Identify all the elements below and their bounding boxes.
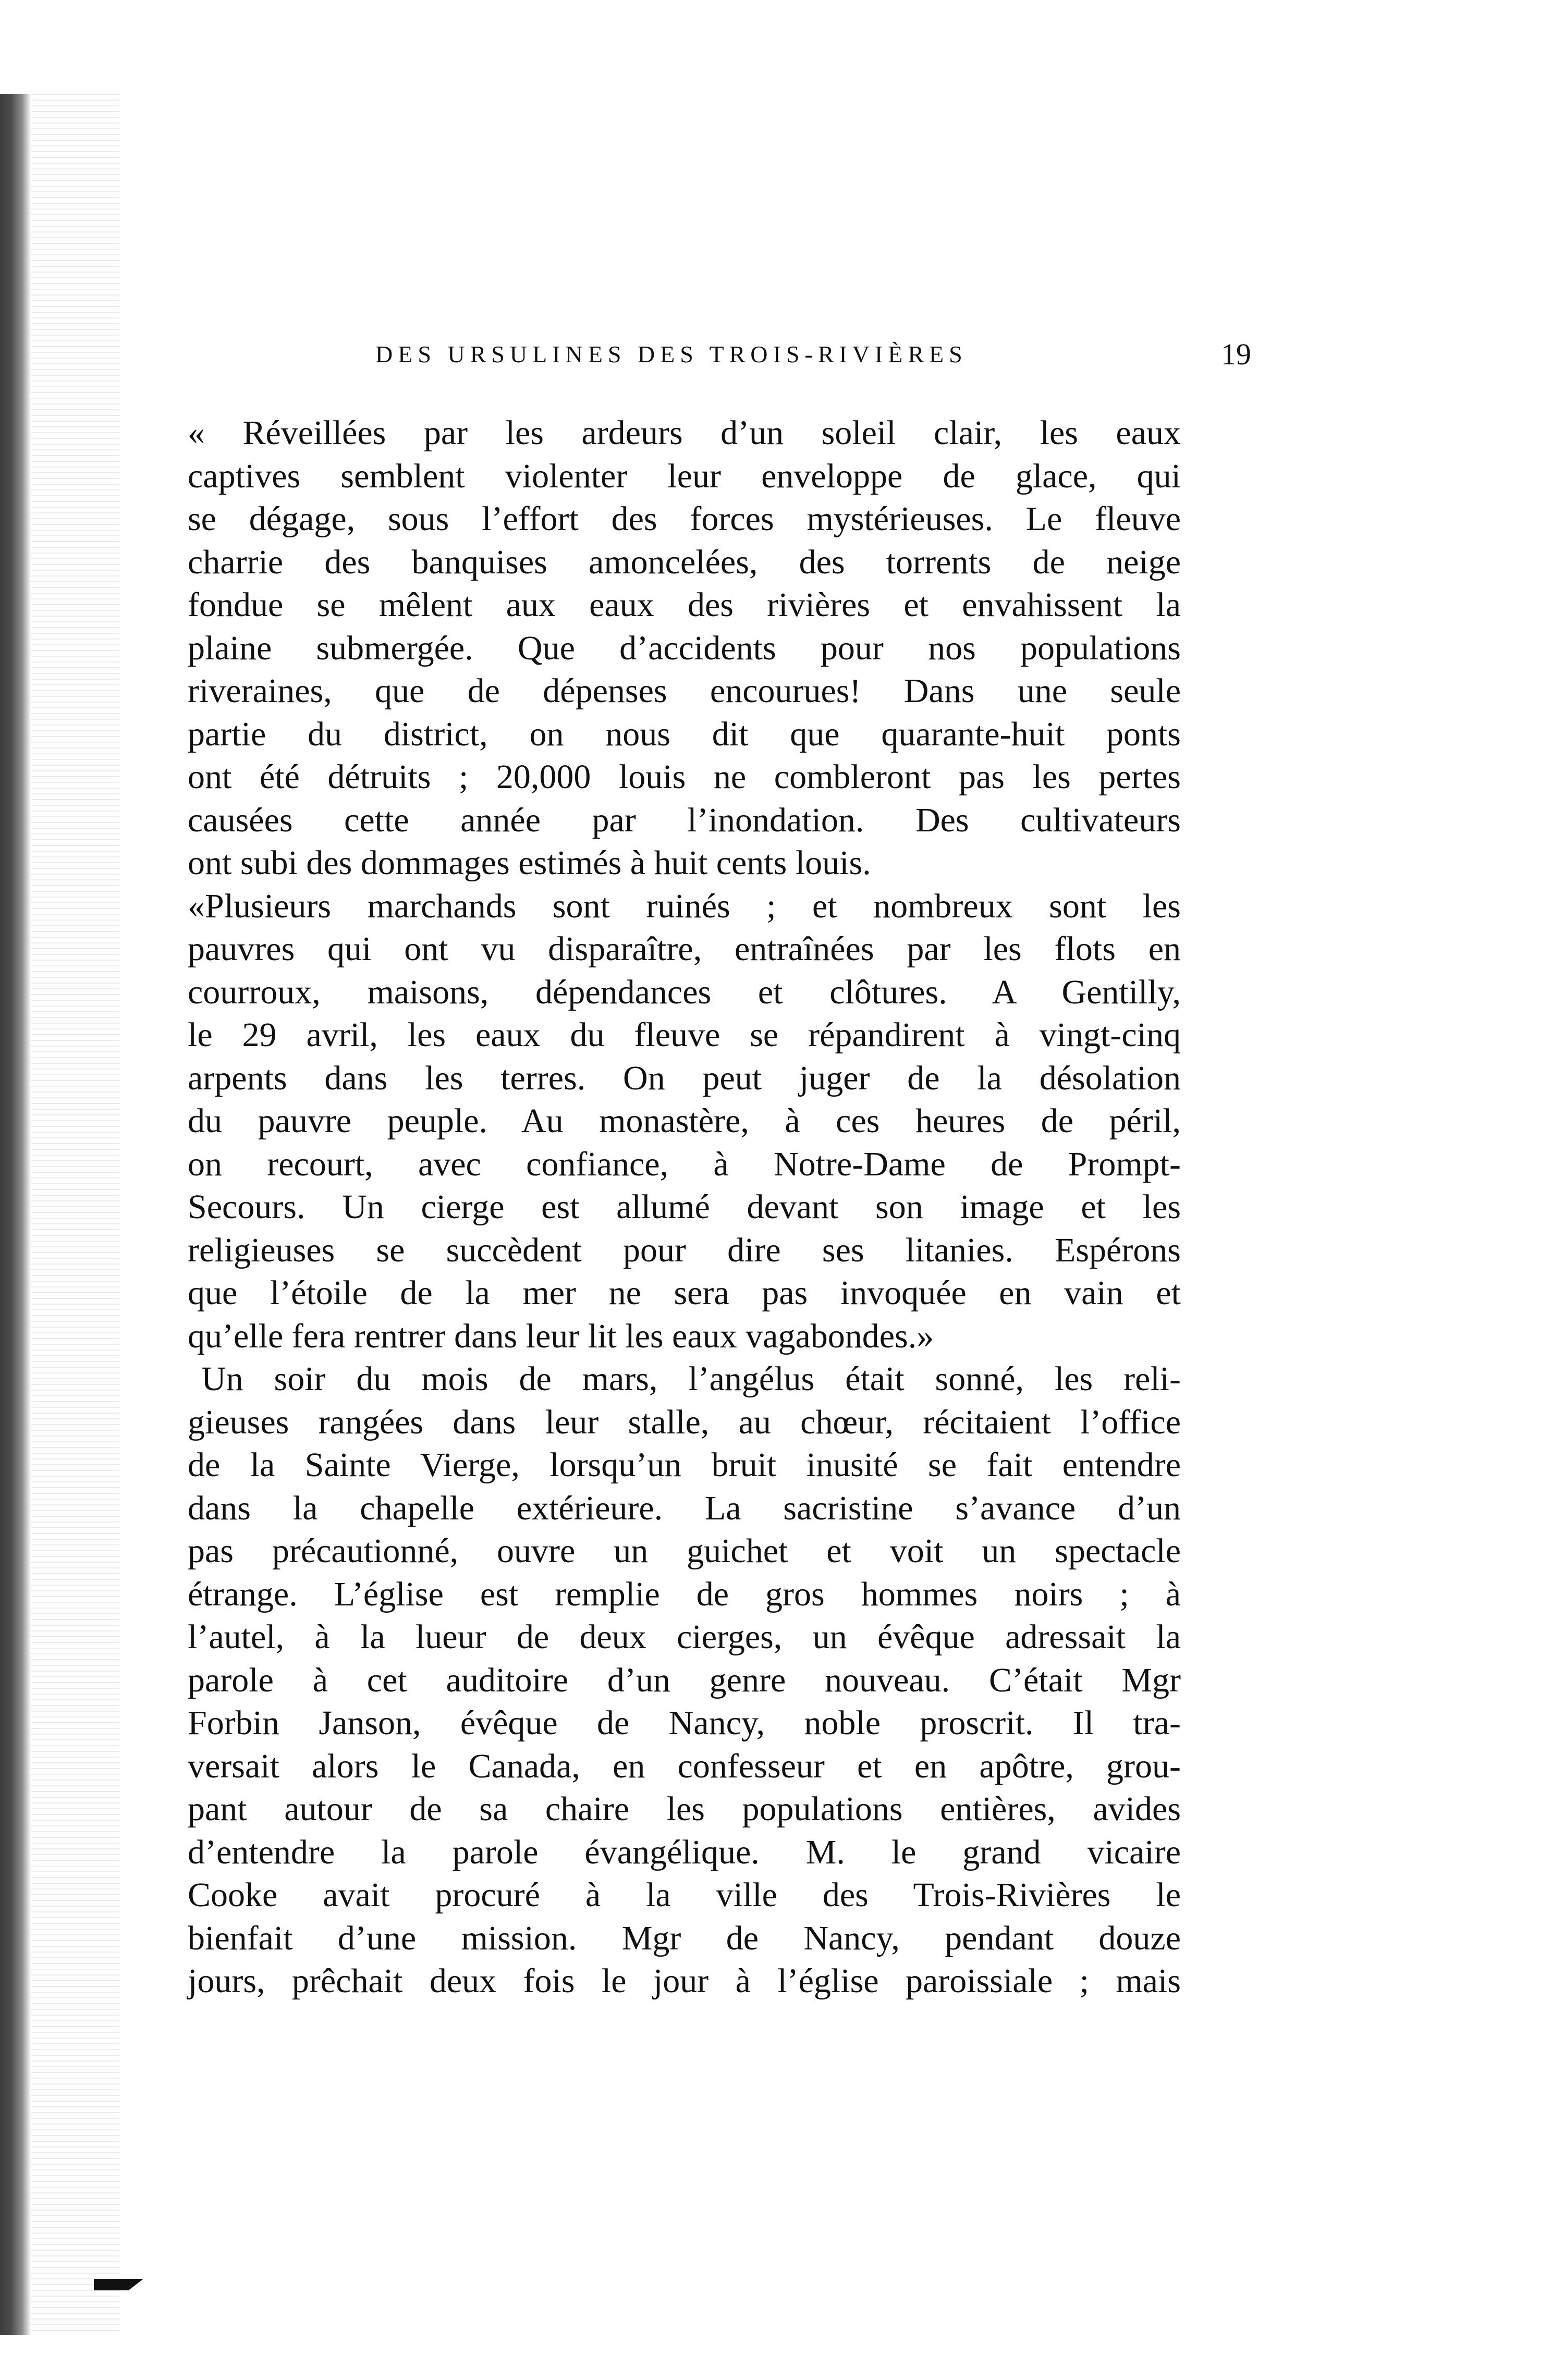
body-text: [188, 412, 1181, 2003]
page-binding-shadow: [0, 94, 31, 2335]
text-line: l’autel, à la lueur de deux cierges, un évêque adressait la: [188, 1618, 1181, 1656]
text-line: versait alors le Canada, en confesseur et en apôtre, grou-: [188, 1747, 1181, 1785]
text-line: causées cette année par l’inondation. Des cultivateurs: [188, 801, 1181, 839]
text-line: Forbin Janson, évêque de Nancy, noble proscrit. Il tra-: [188, 1704, 1181, 1742]
text-line: qu’elle fera rentrer dans leur lit les eaux vagabondes.»: [188, 1317, 934, 1355]
text-line: on recourt, avec confiance, à Notre-Dame de Prompt-: [188, 1145, 1181, 1183]
text-line: parole à cet auditoire d’un genre nouveau. C’était Mgr: [188, 1661, 1181, 1699]
text-line: ont été détruits ; 20,000 louis ne combleront pas les pertes: [188, 758, 1181, 796]
text-line: du pauvre peuple. Au monastère, à ces heures de péril,: [188, 1102, 1181, 1140]
text-line: bienfait d’une mission. Mgr de Nancy, pendant douze: [188, 1919, 1181, 1957]
text-line: plaine submergée. Que d’accidents pour nos populations: [188, 629, 1181, 667]
text-line: le 29 avril, les eaux du fleuve se répandirent à vingt-cinq: [188, 1016, 1181, 1054]
text-line: Cooke avait procuré à la ville des Trois-Rivières le: [188, 1876, 1181, 1914]
text-line: charrie des banquises amoncelées, des torrents de neige: [188, 543, 1181, 581]
text-line: pant autour de sa chaire les populations entières, avides: [188, 1790, 1181, 1828]
text-line: arpents dans les terres. On peut juger de la désolation: [188, 1059, 1181, 1097]
text-line: ont subi des dommages estimés à huit cents louis.: [188, 844, 871, 882]
page-binding-speckle: [31, 94, 120, 2335]
text-line: Secours. Un cierge est allumé devant son image et les: [188, 1188, 1181, 1226]
binding-tab-mark: [94, 2279, 143, 2290]
text-line: étrange. L’église est remplie de gros hommes noirs ; à: [188, 1575, 1181, 1613]
text-line: se dégage, sous l’effort des forces mystérieuses. Le fleuve: [188, 500, 1181, 538]
text-line: partie du district, on nous dit que quarante-huit ponts: [188, 715, 1181, 753]
page-header: [375, 334, 1251, 375]
text-line: riveraines, que de dépenses encourues! Dans une seule: [188, 672, 1181, 710]
text-line: d’entendre la parole évangélique. M. le grand vicaire: [188, 1833, 1181, 1871]
text-line: gieuses rangées dans leur stalle, au chœur, récitaient l’office: [188, 1403, 1181, 1441]
text-line: dans la chapelle extérieure. La sacristine s’avance d’un: [188, 1489, 1181, 1527]
text-line: captives semblent violenter leur enveloppe de glace, qui: [188, 457, 1181, 495]
text-line: de la Sainte Vierge, lorsqu’un bruit inusité se fait entendre: [188, 1446, 1181, 1484]
text-line: jours, prêchait deux fois le jour à l’église paroissiale ; mais: [188, 1962, 1181, 2000]
text-line: Un soir du mois de mars, l’angélus était sonné, les reli-: [201, 1360, 1181, 1398]
running-head: DES URSULINES DES TROIS-RIVIÈRES: [375, 341, 968, 367]
text-line: «Plusieurs marchands sont ruinés ; et nombreux sont les: [188, 887, 1181, 925]
text-line: que l’étoile de la mer ne sera pas invoquée en vain et: [188, 1274, 1181, 1312]
text-line: courroux, maisons, dépendances et clôtures. A Gentilly,: [188, 973, 1181, 1011]
text-line: pauvres qui ont vu disparaître, entraînées par les flots en: [188, 930, 1181, 968]
page-number: 19: [1221, 337, 1251, 371]
text-line: fondue se mêlent aux eaux des rivières et envahissent la: [188, 586, 1181, 624]
text-line: religieuses se succèdent pour dire ses litanies. Espérons: [188, 1231, 1181, 1269]
text-line: pas précautionné, ouvre un guichet et voit un spectacle: [188, 1532, 1181, 1570]
text-line: « Réveillées par les ardeurs d’un soleil clair, les eaux: [188, 414, 1181, 452]
